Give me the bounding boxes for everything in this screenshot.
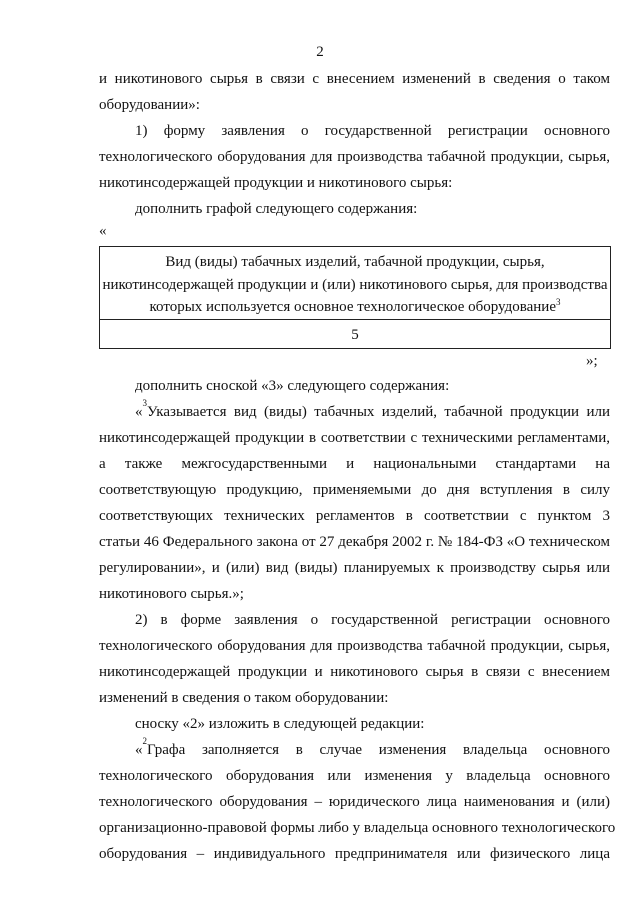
footnote-3-first-line: « 3 Указывается вид (виды) табачных изделий, табачной продукции или xyxy=(135,398,610,420)
text-line: никотинового сырья.»; xyxy=(99,586,244,602)
text-line: никотинсодержащей продукции и никотинового сырья в связи с внесением xyxy=(99,664,610,680)
text-line: сноску «2» изложить в следующей редакции: xyxy=(135,716,425,732)
footnote-ref: 3 xyxy=(142,398,147,408)
column-number: 5 xyxy=(351,327,359,343)
text-line: технологического оборудования для производства табачной продукции, сырья, xyxy=(99,149,610,165)
text-line: оборудования – индивидуального предпринимателя или физического лица xyxy=(99,846,610,862)
text-line: и никотинового сырья в связи с внесением изменений в сведения о таком xyxy=(99,71,610,87)
paragraph-item-1: 1) форму заявления о государственной регистрации основного xyxy=(135,123,610,139)
column-header-line: которых используется основное технологическое оборудование$^3$ xyxy=(149,297,561,315)
footnote-2-first-line: « 2 Графа заполняется в случае изменения владельца основного xyxy=(135,736,610,758)
open-quote: « xyxy=(99,223,107,239)
table-divider xyxy=(100,319,610,320)
text-line: статьи 46 Федерального закона от 27 декабря 2002 г. № 184-ФЗ «О техническом xyxy=(99,534,610,550)
text-line: технологического оборудования для производства табачной продукции, сырья, xyxy=(99,638,610,654)
text-line: оборудовании»: xyxy=(99,97,200,113)
column-header-line: Вид (виды) табачных изделий, табачной продукции, сырья, xyxy=(165,254,545,270)
text-line: соответствующую продукцию, применяемыми до дня вступления в силу xyxy=(99,482,610,498)
text-line: никотинсодержащей продукции в соответствии с техническими регламентами, xyxy=(99,430,610,446)
paragraph-item-2: 2) в форме заявления о государственной регистрации основного xyxy=(135,612,610,628)
footnote-ref: 3 xyxy=(555,297,561,307)
text-line: регулировании», и (или) вид (виды) планируемых к производству сырья или xyxy=(99,560,610,576)
column-header-line: никотинсодержащей продукции и (или) никотинового сырья, для производства xyxy=(102,277,608,293)
footnote-ref: 2 xyxy=(142,736,147,746)
text-line: никотинсодержащей продукции и никотинового сырья: xyxy=(99,175,453,191)
text-line: организационно-правовой формы либо у владельца основного технологического xyxy=(99,820,616,836)
page-number: 2 xyxy=(316,44,324,60)
text-line: а также межгосударственными и национальными стандартами на xyxy=(99,456,610,472)
text-line: соответствующих технических регламентов в соответствии с пунктом 3 xyxy=(99,508,610,524)
text-line: технологического оборудования – юридического лица наименования и (или) xyxy=(99,794,610,810)
text-line: дополнить сноской «3» следующего содержания: xyxy=(135,378,450,394)
close-quote: »; xyxy=(586,353,598,369)
text-line: технологического оборудования или изменения у владельца основного xyxy=(99,768,610,784)
text-line: изменений в сведения о таком оборудовании: xyxy=(99,690,389,706)
text-line: дополнить графой следующего содержания: xyxy=(135,201,418,217)
